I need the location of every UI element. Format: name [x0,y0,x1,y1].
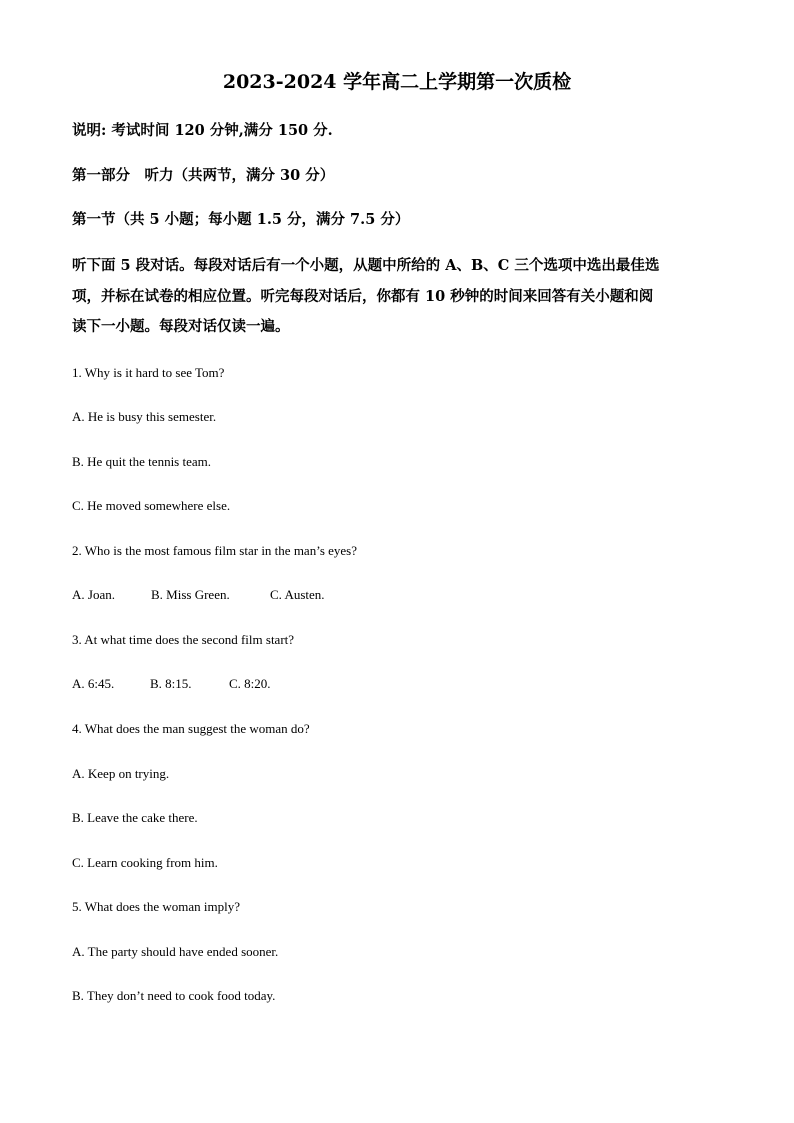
part-heading: 第一部分 听力（共两节，满分 30 分） [72,167,335,184]
instructions-paragraph [72,251,722,343]
answer-option: A. Joan. [72,587,115,602]
options-row [72,674,271,694]
instructions-line: 读下一小题。每段对话仅读一遍。 [72,318,290,335]
exam-title: 2023-2024 学年高二上学期第一次质检 [222,71,572,93]
answer-option: B. He quit the tennis team. [72,454,212,469]
answer-option: A. He is busy this semester. [72,409,217,424]
answer-option: B. 8:15. [150,676,192,691]
answer-option: C. Learn cooking from him. [72,855,218,870]
instructions-line: 听下面 5 段对话。每段对话后有一个小题，从题中所给的 A、B、C 三个选项中选出最佳选 [72,257,660,274]
question-stem: 5. What does the woman imply? [72,899,241,914]
answer-option: B. Leave the cake there. [72,810,198,825]
answer-option: B. They don’t need to cook food today. [72,988,276,1003]
question-stem: 1. Why is it hard to see Tom? [72,365,225,380]
instructions-line: 项，并标在试卷的相应位置。听完每段对话后，你都有 10 秒钟的时间来回答有关小题和阅 [72,287,654,305]
answer-option: A. The party should have ended sooner. [72,944,279,959]
options-row [72,585,325,605]
question-stem: 2. Who is the most famous film star in the man’s eyes? [72,543,357,558]
exam-note: 说明: 考试时间 120 分钟,满分 150 分. [72,122,333,139]
answer-option: C. Austen. [270,587,325,602]
answer-option: C. 8:20. [229,676,271,691]
section-heading: 第一节（共 5 小题；每小题 1.5 分，满分 7.5 分） [72,211,410,228]
question-stem: 4. What does the man suggest the woman do? [72,721,310,736]
question-stem: 3. At what time does the second film start? [72,632,295,647]
answer-option: B. Miss Green. [151,587,230,602]
answer-option: A. 6:45. [72,676,115,691]
answer-option: A. Keep on trying. [72,766,170,781]
answer-option: C. He moved somewhere else. [72,498,231,513]
